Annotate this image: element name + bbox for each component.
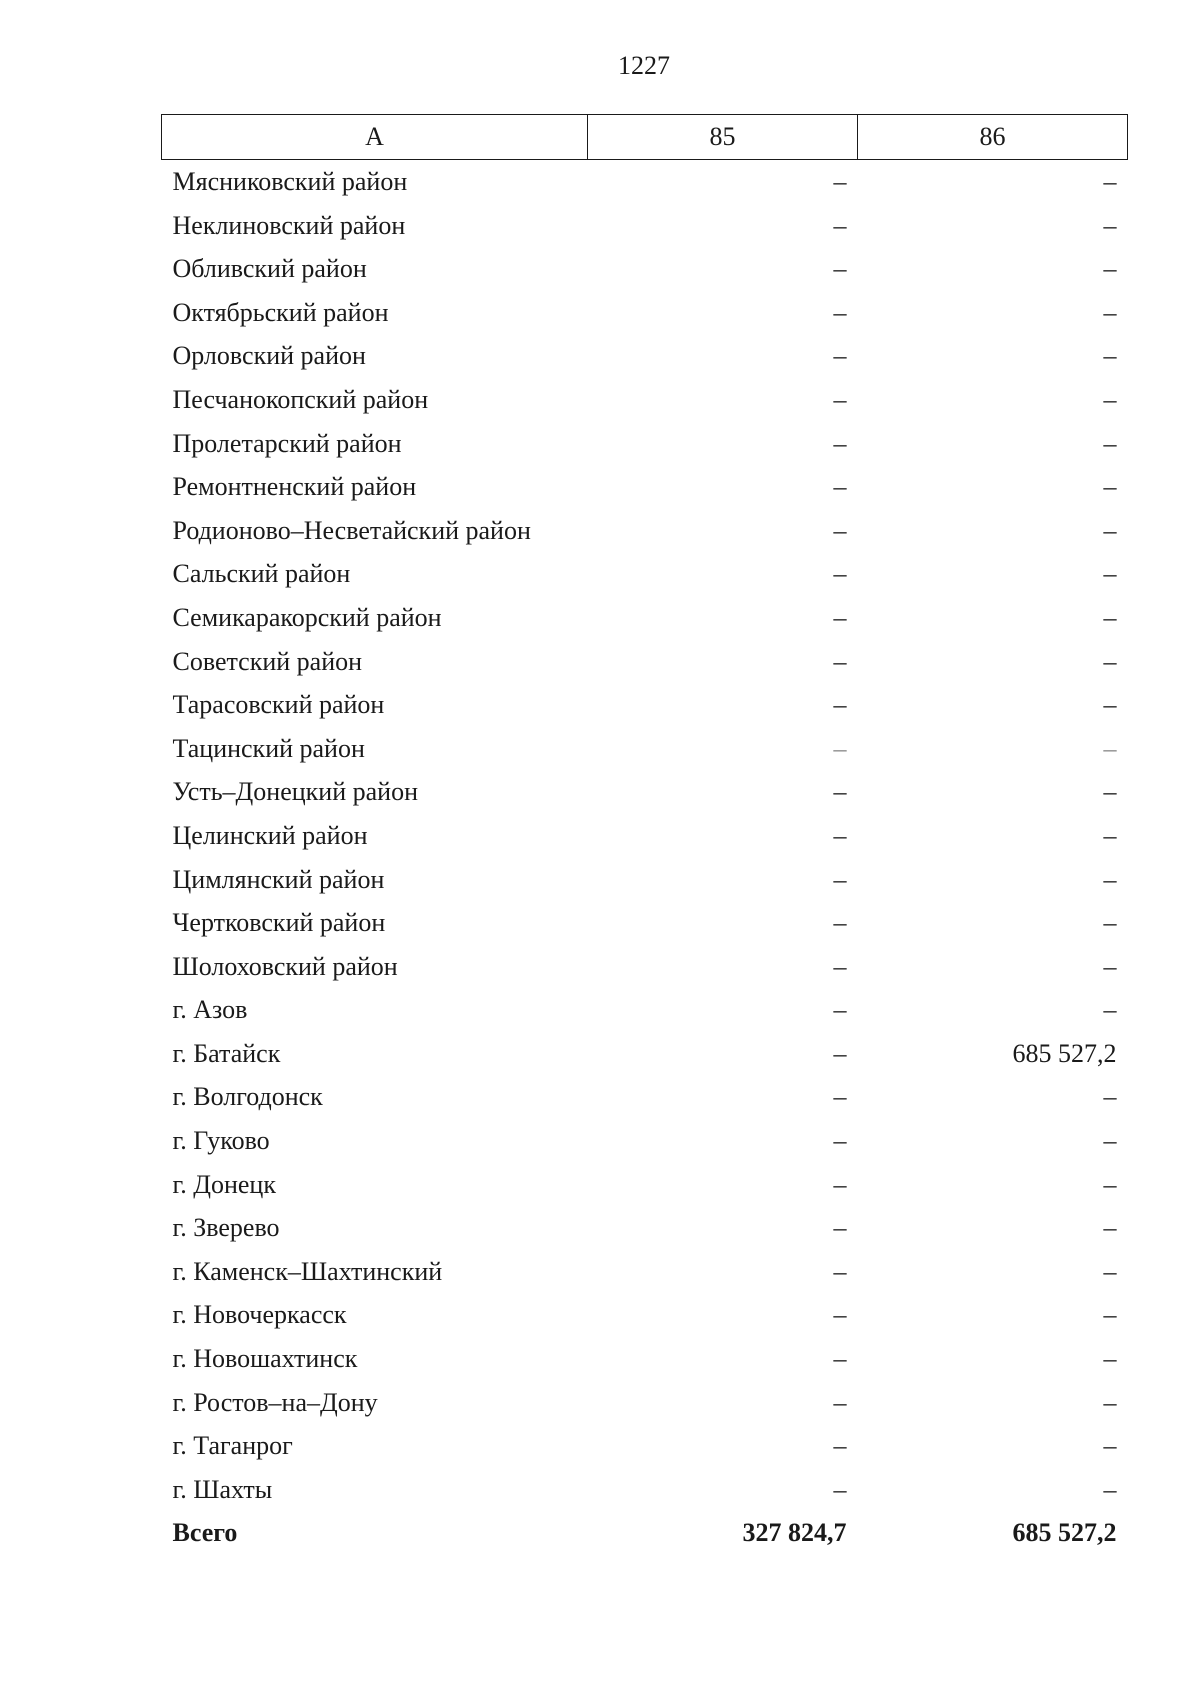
row-value-85-cell: –: [833, 384, 847, 414]
row-name-cell: Тарасовский район: [172, 690, 385, 720]
row-value-85-cell: –: [833, 690, 847, 720]
row-name-cell: Шолоховский район: [172, 951, 398, 981]
row-name-cell: Целинский район: [172, 820, 368, 850]
row-value-85-cell: –: [833, 210, 847, 240]
table-row: [162, 422, 1128, 466]
table-row: [162, 160, 1128, 204]
table-row: [162, 552, 1128, 596]
row-value-86-cell: –: [1103, 602, 1117, 632]
total-value-85-cell: 327 824,7: [742, 1518, 847, 1548]
row-name-cell: Песчанокопский район: [172, 384, 429, 414]
table-row: [162, 1250, 1128, 1294]
row-value-85-cell: –: [833, 515, 847, 545]
table-row: [162, 204, 1128, 248]
table-row: [162, 901, 1128, 945]
table-row: [162, 596, 1128, 640]
table-row: [162, 1119, 1128, 1163]
row-name-cell: г. Новочеркасск: [172, 1300, 347, 1330]
row-value-86-cell: –: [1103, 210, 1117, 240]
row-value-86-cell: –: [1103, 951, 1117, 981]
row-value-86-cell: –: [1103, 646, 1117, 676]
table-row: [162, 1163, 1128, 1207]
table-row: [162, 945, 1128, 989]
row-value-85-cell: –: [833, 1126, 847, 1156]
total-value-86-cell: 685 527,2: [1012, 1518, 1117, 1548]
row-value-85-cell: –: [833, 908, 847, 938]
row-value-85-cell: –: [833, 1213, 847, 1243]
row-name-cell: г. Зверево: [172, 1213, 280, 1243]
row-name-cell: Цимлянский район: [172, 864, 385, 894]
row-value-85-cell: –: [833, 995, 847, 1025]
row-value-86-cell: –: [1103, 1213, 1117, 1243]
row-value-86-cell: –: [1103, 1256, 1117, 1286]
row-name-cell: г. Новошахтинск: [172, 1344, 358, 1374]
table-row: [162, 640, 1128, 684]
table-row: [162, 334, 1128, 378]
row-name-cell: г. Таганрог: [172, 1431, 293, 1461]
row-value-86-cell: –: [1103, 733, 1117, 763]
table-row: [162, 247, 1128, 291]
row-value-85-cell: –: [833, 951, 847, 981]
row-name-cell: г. Азов: [172, 995, 248, 1025]
row-name-cell: г. Ростов–на–Дону: [172, 1387, 378, 1417]
row-value-85-cell: –: [833, 1431, 847, 1461]
row-value-85-cell: –: [833, 777, 847, 807]
row-value-85-cell: –: [833, 820, 847, 850]
row-name-cell: Советский район: [172, 646, 363, 676]
row-value-85-cell: –: [833, 733, 847, 763]
row-value-86-cell: –: [1103, 1474, 1117, 1504]
row-name-cell: Мясниковский район: [172, 167, 408, 196]
row-value-86-cell: –: [1103, 1126, 1117, 1156]
row-value-86-cell: –: [1103, 384, 1117, 414]
table-header: [162, 115, 1128, 160]
row-name-cell: Орловский район: [172, 341, 366, 371]
row-value-86-cell: –: [1103, 297, 1117, 327]
row-value-85-cell: –: [833, 1344, 847, 1374]
row-value-85-cell: –: [833, 1038, 847, 1068]
data-table: [161, 114, 1128, 1555]
table-row: [162, 465, 1128, 509]
table-row: [162, 1293, 1128, 1337]
row-value-85-cell: –: [833, 864, 847, 894]
row-name-cell: Ремонтненский район: [172, 472, 417, 502]
total-row: [162, 1511, 1128, 1555]
row-value-86-cell: –: [1103, 515, 1117, 545]
table-row: [162, 770, 1128, 814]
row-value-86-cell: –: [1103, 167, 1117, 196]
row-value-85-cell: –: [833, 1387, 847, 1417]
row-name-cell: Чертковский район: [172, 908, 386, 938]
header-col-a: А: [162, 115, 588, 160]
row-name-cell: г. Гуково: [172, 1126, 270, 1156]
row-value-86-cell: 685 527,2: [1012, 1038, 1117, 1068]
header-col-86: 86: [858, 115, 1128, 160]
row-name-cell: Сальский район: [172, 559, 351, 589]
table-row: [162, 858, 1128, 902]
row-name-cell: Тацинский район: [172, 733, 365, 763]
table-row: [162, 727, 1128, 771]
row-value-85-cell: –: [833, 472, 847, 502]
row-value-86-cell: –: [1103, 428, 1117, 458]
row-name-cell: Обливский район: [172, 254, 367, 284]
table-row: [162, 1424, 1128, 1468]
table-row: [162, 1032, 1128, 1076]
table-row: [162, 509, 1128, 553]
row-value-85-cell: –: [833, 602, 847, 632]
table-row: [162, 1206, 1128, 1250]
table-row: [162, 1468, 1128, 1512]
row-value-85-cell: –: [833, 1474, 847, 1504]
header-col-85: 85: [588, 115, 858, 160]
row-name-cell: Неклиновский район: [172, 210, 406, 240]
header-row: [162, 115, 1128, 160]
row-value-85-cell: –: [833, 167, 847, 196]
row-name-cell: г. Шахты: [172, 1474, 273, 1504]
row-value-86-cell: –: [1103, 908, 1117, 938]
row-value-85-cell: –: [833, 559, 847, 589]
row-value-85-cell: –: [833, 1300, 847, 1330]
row-value-85-cell: –: [833, 1082, 847, 1112]
table-row: [162, 683, 1128, 727]
row-value-86-cell: –: [1103, 1344, 1117, 1374]
row-name-cell: г. Донецк: [172, 1169, 276, 1199]
row-value-85-cell: –: [833, 297, 847, 327]
row-value-85-cell: –: [833, 341, 847, 371]
table-body: [162, 160, 1128, 1556]
row-name-cell: Семикаракорский район: [172, 602, 442, 632]
table-row: [162, 1075, 1128, 1119]
row-name-cell: г. Батайск: [172, 1038, 281, 1068]
row-name-cell: Родионово–Несветайский район: [172, 515, 531, 545]
table-row: [162, 1381, 1128, 1425]
row-value-86-cell: –: [1103, 559, 1117, 589]
table-row: [162, 814, 1128, 858]
page-number: 1227: [618, 51, 670, 80]
row-value-86-cell: –: [1103, 864, 1117, 894]
table-row: [162, 1337, 1128, 1381]
row-value-86-cell: –: [1103, 472, 1117, 502]
row-name-cell: Пролетарский район: [172, 428, 402, 458]
row-value-85-cell: –: [833, 254, 847, 284]
row-value-85-cell: –: [833, 646, 847, 676]
table-row: [162, 378, 1128, 422]
row-value-86-cell: –: [1103, 1300, 1117, 1330]
row-name-cell: г. Каменск–Шахтинский: [172, 1256, 443, 1286]
table-row: [162, 988, 1128, 1032]
total-label-cell: Всего: [172, 1518, 238, 1548]
row-name-cell: Октябрьский район: [172, 297, 389, 327]
row-name-cell: г. Волгодонск: [172, 1082, 323, 1112]
row-value-85-cell: –: [833, 1169, 847, 1199]
row-value-86-cell: –: [1103, 341, 1117, 371]
row-value-86-cell: –: [1103, 820, 1117, 850]
row-value-86-cell: –: [1103, 995, 1117, 1025]
row-value-86-cell: –: [1103, 1431, 1117, 1461]
table-row: [162, 291, 1128, 335]
row-name-cell: Усть–Донецкий район: [172, 777, 418, 807]
row-value-85-cell: –: [833, 428, 847, 458]
row-value-86-cell: –: [1103, 690, 1117, 720]
row-value-86-cell: –: [1103, 254, 1117, 284]
row-value-86-cell: –: [1103, 1082, 1117, 1112]
row-value-86-cell: –: [1103, 1169, 1117, 1199]
row-value-86-cell: –: [1103, 1387, 1117, 1417]
row-value-85-cell: –: [833, 1256, 847, 1286]
row-value-86-cell: –: [1103, 777, 1117, 807]
